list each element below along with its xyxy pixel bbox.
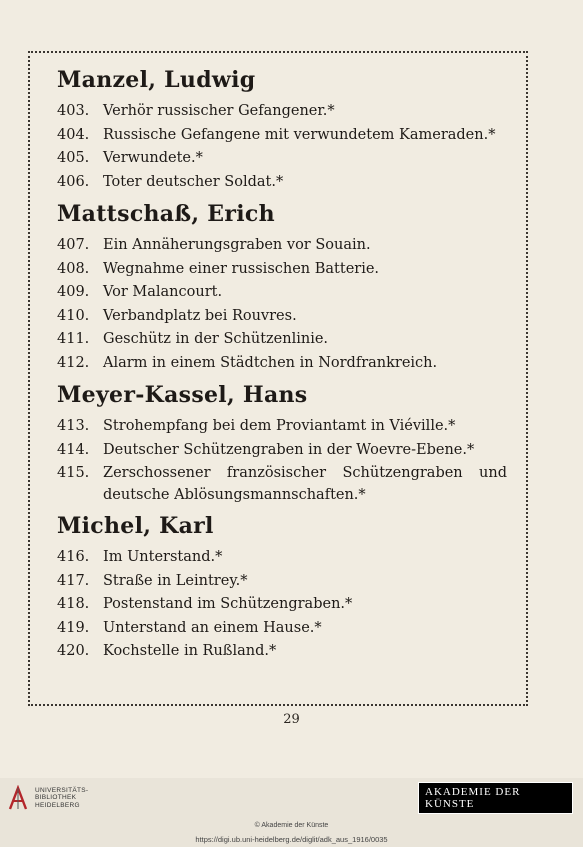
catalog-entry bbox=[57, 546, 507, 570]
entry-title: Verwundete.* bbox=[103, 150, 203, 166]
entry-title: Toter deutscher Soldat.* bbox=[103, 173, 284, 190]
author-heading: Michel, Karl bbox=[57, 513, 214, 539]
entry-number: 408. bbox=[57, 260, 90, 277]
entry-number: 407. bbox=[57, 237, 90, 253]
author-heading: Meyer-Kassel, Hans bbox=[57, 382, 308, 408]
entry-number: 405. bbox=[57, 150, 90, 166]
catalog-entry bbox=[57, 439, 507, 463]
catalog-entry bbox=[57, 570, 507, 594]
catalog-entry bbox=[57, 100, 507, 124]
entry-number: 418. bbox=[57, 596, 90, 612]
catalog-entry bbox=[57, 124, 507, 148]
entry-title: Geschütz in der Schützenlinie. bbox=[103, 331, 329, 347]
entry-number: 410. bbox=[57, 307, 90, 324]
catalog-entry bbox=[57, 640, 507, 664]
entry-title: Kochstelle in Rußland.* bbox=[103, 643, 277, 659]
entry-title: Postenstand im Schützengraben.* bbox=[103, 596, 353, 612]
source-url-link[interactable]: https://digi.ub.uni-heidelberg.de/diglit/adk_aus_1916/0035 bbox=[195, 835, 388, 844]
entry-number: 411. bbox=[57, 331, 90, 347]
entry-number: 406. bbox=[57, 173, 90, 190]
entry-title: Ein Annäherungsgraben vor Souain. bbox=[103, 237, 371, 253]
section-manzel bbox=[57, 60, 507, 194]
catalog-entry bbox=[57, 305, 507, 329]
academy-logo[interactable] bbox=[418, 783, 573, 813]
entry-title: Zerschossener französischer Schützengraben und deutsche Ablösungsmannschaften.* bbox=[103, 465, 507, 503]
catalog-entry bbox=[57, 258, 507, 282]
section-mattschass bbox=[57, 194, 507, 375]
catalog-entry bbox=[57, 352, 507, 376]
academy-name: AKADEMIE DER KÜNSTE bbox=[418, 782, 573, 814]
entry-title: Vor Malancourt. bbox=[103, 284, 223, 300]
author-heading: Manzel, Ludwig bbox=[57, 67, 256, 93]
entry-title: Unterstand an einem Hause.* bbox=[103, 619, 322, 636]
entry-number: 419. bbox=[57, 619, 90, 636]
catalog-entry bbox=[57, 328, 507, 352]
catalog-entry bbox=[57, 147, 507, 171]
catalog-entry bbox=[57, 234, 507, 258]
entry-title: Verhör russischer Gefangener.* bbox=[103, 103, 335, 119]
university-library-icon bbox=[7, 785, 29, 811]
catalog-content bbox=[57, 60, 507, 664]
entry-number: 417. bbox=[57, 572, 90, 589]
entry-number: 404. bbox=[57, 126, 90, 143]
catalog-entry bbox=[57, 415, 507, 439]
section-michel bbox=[57, 506, 507, 664]
page-number: 29 bbox=[283, 712, 300, 727]
catalog-entry bbox=[57, 593, 507, 617]
entry-title: Russische Gefangene mit verwundetem Kameraden.* bbox=[103, 126, 496, 143]
entry-title: Verbandplatz bei Rouvres. bbox=[103, 307, 297, 324]
entry-number: 420. bbox=[57, 643, 90, 659]
entry-title: Strohempfang bei dem Proviantamt in Viéville.* bbox=[103, 418, 456, 434]
entry-title: Alarm in einem Städtchen in Nordfrankreich. bbox=[103, 354, 438, 371]
section-meyer-kassel bbox=[57, 375, 507, 506]
library-logo[interactable] bbox=[7, 785, 88, 811]
entry-number: 416. bbox=[57, 549, 90, 565]
catalog-entry bbox=[57, 462, 507, 506]
entry-title: Wegnahme einer russischen Batterie. bbox=[103, 260, 380, 277]
library-name: UNIVERSITÄTS- BIBLIOTHEK HEIDELBERG bbox=[35, 786, 89, 809]
entry-number: 409. bbox=[57, 284, 90, 300]
catalog-entry bbox=[57, 617, 507, 641]
entry-number: 403. bbox=[57, 103, 90, 119]
entry-title: Im Unterstand.* bbox=[103, 549, 223, 565]
catalog-entry bbox=[57, 281, 507, 305]
entry-number: 412. bbox=[57, 354, 90, 371]
copyright-credit: © Akademie der Künste bbox=[254, 822, 329, 829]
entry-number: 414. bbox=[57, 441, 90, 458]
entry-number: 413. bbox=[57, 418, 90, 434]
author-heading: Mattschaß, Erich bbox=[57, 201, 275, 227]
entry-title: Straße in Leintrey.* bbox=[103, 572, 248, 589]
entry-number: 415. bbox=[57, 465, 90, 481]
entry-title: Deutscher Schützengraben in der Woevre-Ebene.* bbox=[103, 441, 475, 458]
catalog-entry bbox=[57, 171, 507, 195]
